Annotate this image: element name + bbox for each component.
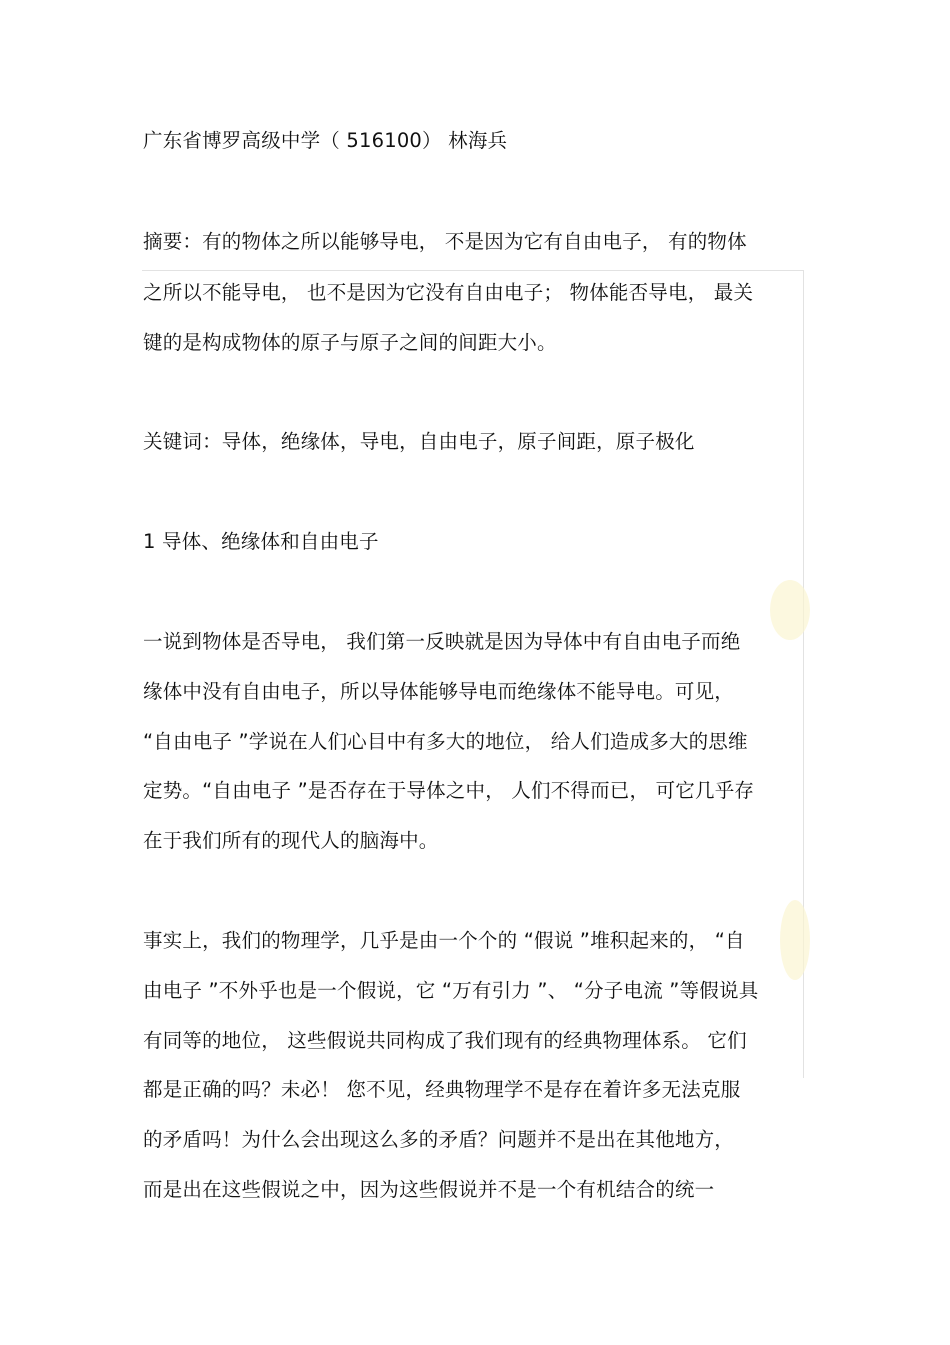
paragraph-line: 而是出在这些假说之中，因为这些假说并不是一个有机结合的统一	[143, 1178, 715, 1201]
paragraph-line: 事实上，我们的物理学，几乎是由一个个的 “假说 ”堆积起来的， “自	[143, 929, 745, 952]
affiliation-line: 广东省博罗高级中学（ 516100） 林海兵	[143, 129, 508, 152]
paragraph-line: 在于我们所有的现代人的脑海中。	[143, 829, 439, 852]
keywords-line: 关键词：导体，绝缘体，导电，自由电子，原子间距，原子极化	[143, 430, 695, 453]
paragraph-line: 一说到物体是否导电， 我们第一反映就是因为导体中有自由电子而绝	[143, 630, 741, 653]
paragraph-line: “自由电子 ”学说在人们心目中有多大的地位， 给人们造成多大的思维	[143, 730, 748, 753]
paragraph-line: 都是正确的吗？未必！ 您不见，经典物理学不是存在着许多无法克服	[143, 1078, 741, 1101]
watermark-sparkle	[770, 580, 810, 640]
paragraph-line: 缘体中没有自由电子，所以导体能够导电而绝缘体不能导电。可见，	[143, 680, 735, 703]
paragraph-line: 的矛盾吗！为什么会出现这么多的矛盾？问题并不是出在其他地方，	[143, 1128, 735, 1151]
paragraph-line: 由电子 ”不外乎也是一个假说，它 “万有引力 ”、 “分子电流 ”等假说具	[143, 979, 759, 1002]
abstract-line: 键的是构成物体的原子与原子之间的间距大小。	[143, 331, 557, 354]
abstract-line: 摘要：有的物体之所以能够导电， 不是因为它有自由电子， 有的物体	[143, 230, 747, 253]
watermark-sparkle	[780, 900, 810, 980]
paragraph-line: 有同等的地位， 这些假说共同构成了我们现有的经典物理体系。 它们	[143, 1029, 747, 1052]
abstract-line: 之所以不能导电， 也不是因为它没有自由电子； 物体能否导电， 最关	[143, 281, 754, 304]
section-heading: 1 导体、绝缘体和自由电子	[143, 530, 379, 553]
paragraph-line: 定势。“自由电子 ”是否存在于导体之中， 人们不得而已， 可它几乎存	[143, 779, 755, 802]
page-frame	[142, 270, 804, 1078]
